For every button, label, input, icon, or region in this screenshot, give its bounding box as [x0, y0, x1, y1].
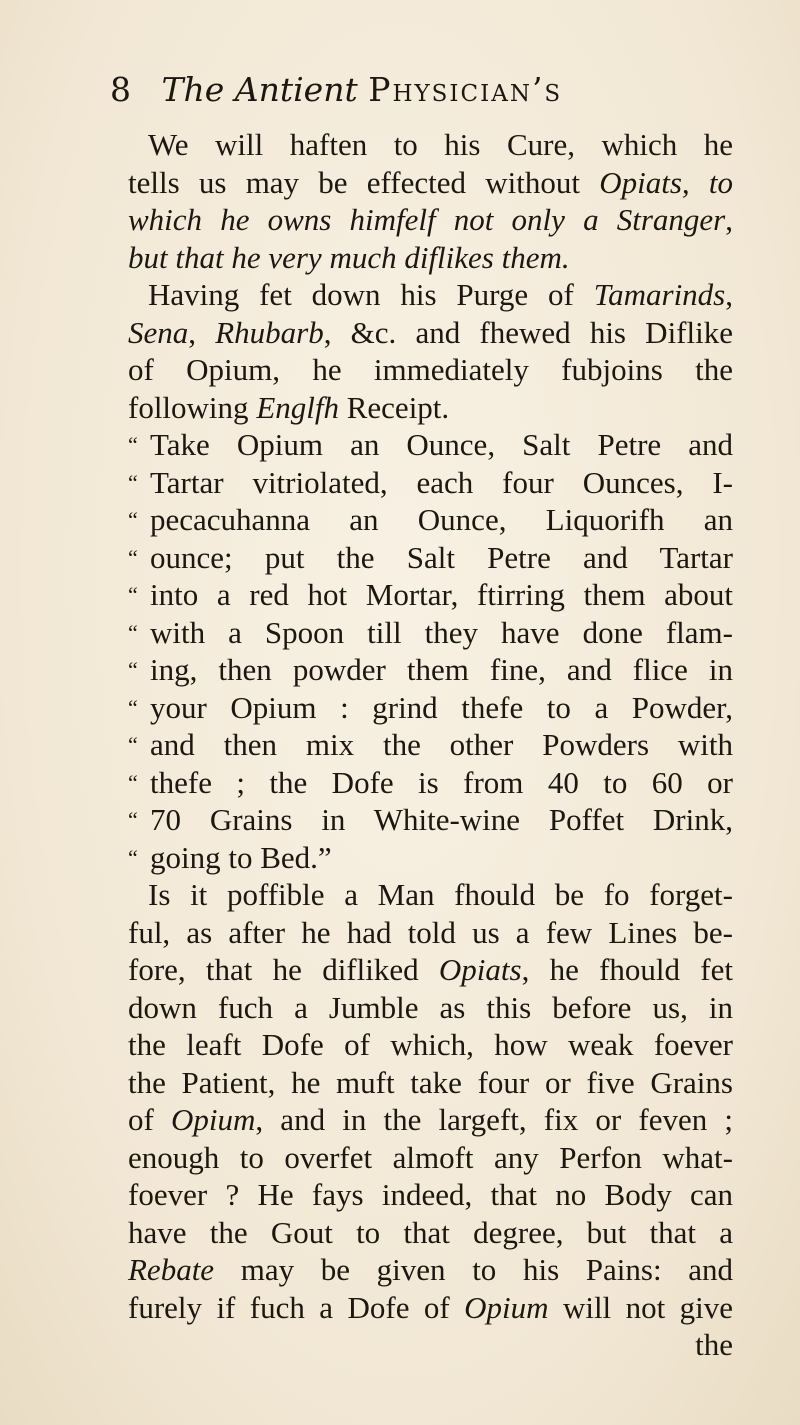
text-line: [128, 1026, 733, 1064]
text-segment: the: [695, 1327, 733, 1362]
quote-mark: “: [128, 619, 138, 645]
quote-mark: “: [128, 544, 138, 570]
text-segment: Opium: [464, 1289, 549, 1325]
quote-mark: “: [128, 432, 138, 457]
text-segment: Rebate: [128, 1252, 215, 1287]
text-line: [128, 276, 733, 314]
text-segment: Opiats, to: [599, 164, 733, 200]
header-title-caps: Physician’s: [368, 70, 563, 109]
quote-mark: “: [128, 469, 138, 495]
text-line: [128, 1214, 733, 1252]
text-segment: We will haften to his Cure, which he: [148, 127, 733, 162]
text-segment: with a Spoon till they have done flam-: [150, 614, 733, 650]
text-line: [128, 576, 733, 614]
text-segment: Take Opium an Ounce, Salt Petre and: [150, 427, 733, 462]
text-segment: Tartar vitriolated, each four Ounces, I-: [150, 464, 733, 500]
text-line: [128, 1064, 733, 1102]
text-line: [128, 989, 733, 1027]
quote-mark: “: [128, 807, 138, 832]
text-line: [128, 689, 733, 727]
text-line: [128, 764, 733, 802]
text-segment: thefe ; the Dofe is from 40 to 60 or: [150, 764, 733, 800]
text-segment: but that he very much diflikes them.: [128, 239, 570, 275]
text-segment: the Patient, he muft take four or five Grains: [128, 1064, 733, 1100]
text-line: [128, 539, 733, 577]
text-segment: fore, that he difliked: [128, 952, 439, 987]
text-segment: enough to overfet almoft any Perfon what-: [128, 1139, 733, 1175]
text-segment: Tamarinds: [593, 277, 726, 312]
text-line: [128, 726, 733, 764]
text-line: [128, 876, 733, 914]
text-segment: will not give: [548, 1289, 733, 1325]
text-segment: down fuch a Jumble as this before us, in: [128, 989, 733, 1025]
running-header: [110, 70, 720, 110]
text-segment: into a red hot Mortar, ftirring them about: [150, 577, 733, 612]
text-line: [128, 351, 733, 389]
text-segment: your Opium : grind thefe to a Powder,: [150, 689, 733, 725]
text-line: [128, 464, 733, 502]
body-text: [128, 126, 733, 1364]
text-segment: tells us may be effected without: [128, 164, 600, 200]
text-segment: Is it poffible a Man fhould be fo forget-: [148, 877, 733, 912]
header-title-italic: The Antient: [161, 70, 358, 109]
text-segment: ,: [725, 277, 733, 312]
quote-mark: “: [128, 732, 138, 757]
text-segment: ,: [725, 202, 733, 237]
text-line: [128, 239, 733, 277]
quote-mark: “: [128, 657, 138, 682]
text-segment: Rhubarb: [215, 314, 324, 350]
text-line: [128, 1289, 733, 1327]
quote-mark: “: [128, 582, 138, 607]
text-line: [128, 839, 733, 877]
text-line: [128, 614, 733, 652]
text-segment: going to Bed.”: [150, 839, 332, 875]
text-segment: the leaft Dofe of which, how weak foever: [128, 1027, 733, 1062]
text-segment: Receipt.: [338, 389, 450, 425]
text-line: [128, 1101, 733, 1139]
text-line: [128, 951, 733, 989]
text-segment: may be given to his Pains: and: [214, 1252, 733, 1287]
text-line: [128, 201, 733, 239]
text-segment: foever ? He fays indeed, that no Body can: [128, 1177, 733, 1212]
text-line: [128, 164, 733, 202]
text-segment: , and in the largeft, fix or feven ;: [255, 1102, 733, 1137]
text-segment: of: [128, 1102, 171, 1137]
text-line: [128, 651, 733, 689]
text-segment: and then mix the other Powders with: [150, 727, 733, 762]
text-line: [128, 801, 733, 839]
text-segment: following: [128, 389, 257, 425]
quote-mark: “: [128, 694, 138, 720]
text-segment: have the Gout to that degree, but that a: [128, 1214, 733, 1250]
text-segment: Having fet down his Purge of: [148, 277, 594, 312]
text-segment: ing, then powder them fine, and flice in: [150, 652, 733, 687]
text-segment: which he owns himfelf not only a Stranger: [128, 202, 726, 237]
text-segment: ful, as after he had told us a few Lines be-: [128, 914, 733, 950]
text-line: [128, 426, 733, 464]
text-line: [128, 914, 733, 952]
text-segment: furely if fuch a Dofe of: [128, 1289, 465, 1325]
text-segment: Opium: [171, 1102, 256, 1137]
text-segment: ounce; put the Salt Petre and Tartar: [150, 539, 733, 575]
text-line: [128, 501, 733, 539]
text-segment: 70 Grains in White-wine Poffet Drink,: [150, 802, 733, 837]
text-segment: ,: [188, 314, 216, 350]
text-line: [128, 126, 733, 164]
text-line: [128, 314, 733, 352]
text-segment: , he fhould fet: [521, 952, 733, 987]
quote-mark: “: [128, 507, 138, 532]
quote-mark: “: [128, 769, 138, 795]
text-line: [128, 1326, 733, 1364]
text-segment: Sena: [128, 314, 189, 350]
text-line: [128, 1176, 733, 1214]
text-segment: of Opium, he immediately fubjoins the: [128, 352, 733, 387]
text-segment: Englfh: [256, 389, 339, 425]
text-segment: pecacuhanna an Ounce, Liquorifh an: [150, 502, 733, 537]
text-line: [128, 1139, 733, 1177]
text-segment: Opiats: [438, 952, 522, 987]
text-line: [128, 1251, 733, 1289]
text-segment: , &c. and fhewed his Diflike: [323, 314, 733, 350]
quote-mark: “: [128, 844, 138, 870]
text-line: [128, 389, 733, 427]
page-number: 8: [110, 70, 131, 109]
